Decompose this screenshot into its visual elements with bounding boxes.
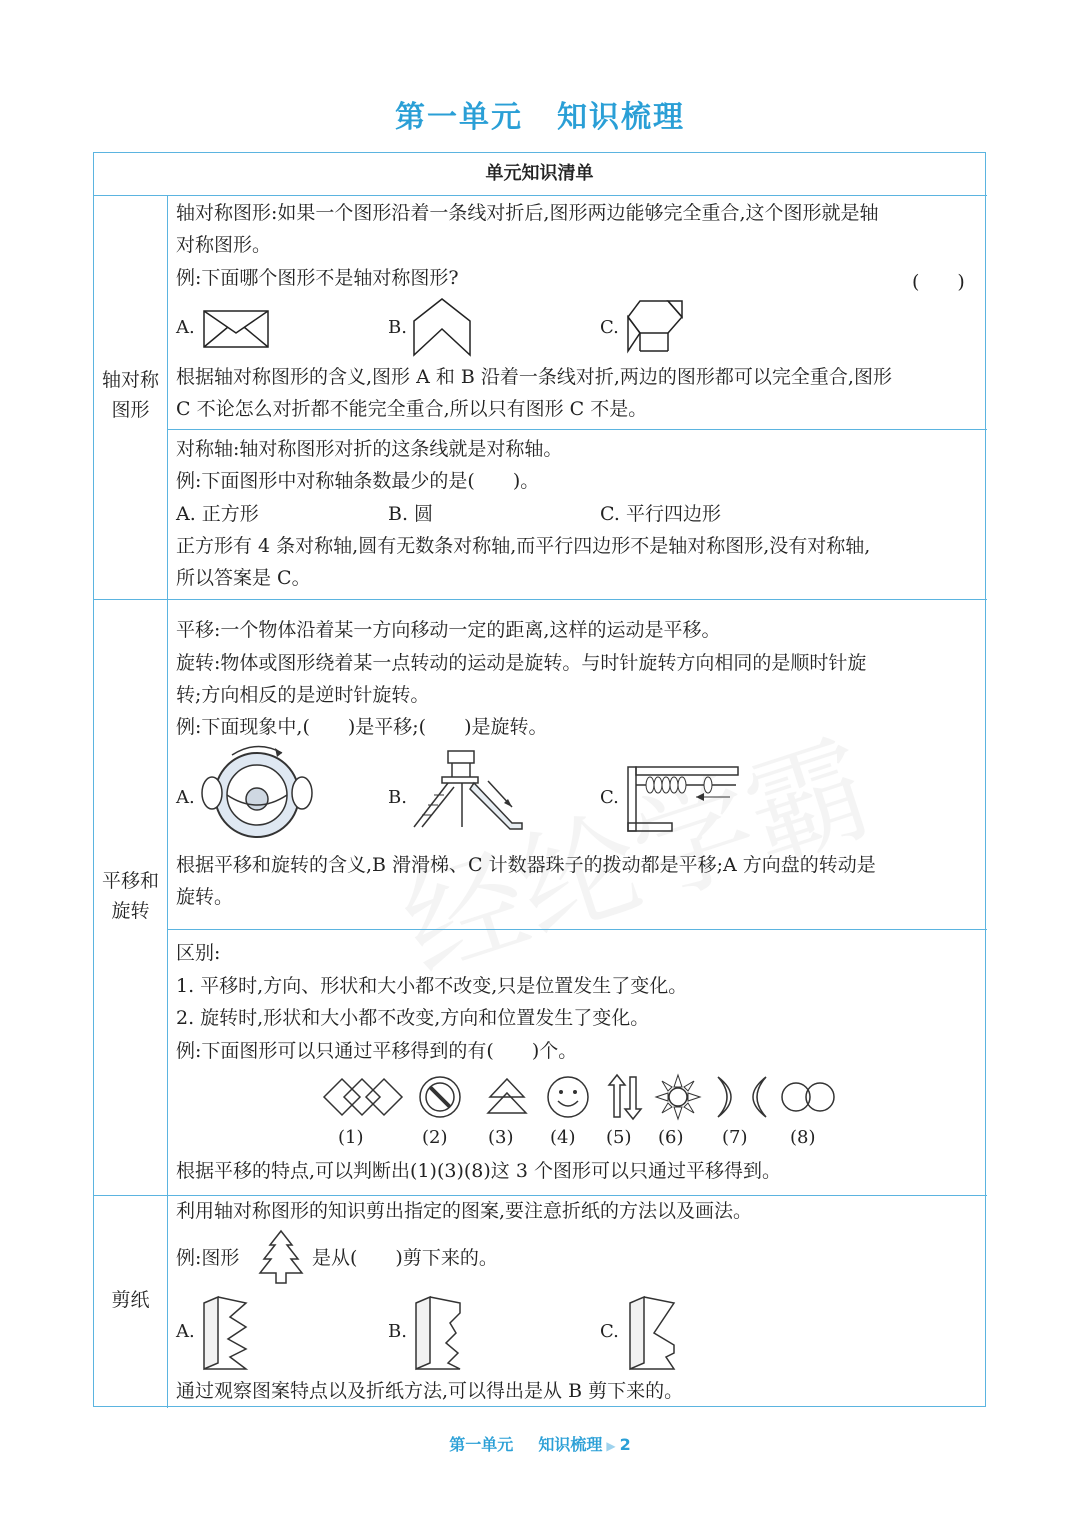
- envelope-figure: [202, 305, 272, 351]
- folded-paper-b: [412, 1293, 468, 1373]
- footer-unit: 第一单元: [449, 1435, 514, 1454]
- knowledge-table: [93, 152, 986, 1407]
- page-footer: [0, 1432, 1080, 1455]
- option-c: C. 平行四边形: [600, 503, 721, 525]
- difference-point-2: 2. 旋转时,形状和大小都不改变,方向和位置发生了变化。: [176, 1007, 650, 1029]
- difference-heading: 区别:: [176, 942, 221, 964]
- shape-label-2: (2): [422, 1127, 448, 1148]
- diamonds-figure: [322, 1075, 406, 1119]
- motion-answer: 根据平移和旋转的含义,B 滑滑梯、C 计数器珠子的拨动都是平移;A 方向盘的转动是: [176, 854, 876, 876]
- option-b-label: B.: [388, 1321, 407, 1342]
- steering-wheel-figure: [202, 743, 312, 843]
- option-b-label: B.: [388, 787, 407, 808]
- axis-answer-cont: C 不论怎么对折都不能完全重合,所以只有图形 C 不是。: [176, 398, 648, 420]
- category-line: 旋转: [111, 900, 150, 922]
- divider: [167, 929, 987, 930]
- axis-line-question: 例:下面图形中对称轴条数最少的是( )。: [176, 470, 540, 492]
- shape-label-7: (7): [722, 1127, 748, 1148]
- smiley-figure: [546, 1075, 590, 1119]
- axis-answer: 根据轴对称图形的含义,图形 A 和 B 沿着一条线对折,两边的图形都可以完全重合,图形: [176, 366, 892, 388]
- category-line: 轴对称: [101, 369, 159, 391]
- translation-definition: 平移:一个物体沿着某一方向移动一定的距离,这样的运动是平移。: [176, 619, 721, 641]
- papercut-question-start: 例:图形: [176, 1247, 240, 1269]
- option-a-label: A.: [176, 317, 195, 338]
- divider: [94, 599, 987, 600]
- option-b-label: B.: [388, 317, 407, 338]
- shape-label-4: (4): [550, 1127, 576, 1148]
- option-b: B. 圆: [388, 503, 434, 525]
- table-header: 单元知识清单: [485, 163, 594, 184]
- motion-answer-cont: 旋转。: [176, 886, 234, 908]
- shape-label-6: (6): [658, 1127, 684, 1148]
- motion-question: 例:下面现象中,( )是平移;( )是旋转。: [176, 716, 548, 738]
- category-line: 平移和: [101, 870, 159, 892]
- category-translation-rotation: [94, 866, 167, 926]
- category-axis-symmetry: [94, 365, 167, 425]
- option-c-label: C.: [600, 317, 619, 338]
- shape-label-8: (8): [790, 1127, 816, 1148]
- option-c-label: C.: [600, 1321, 619, 1342]
- axis-line-definition: 对称轴:轴对称图形对折的这条线就是对称轴。: [176, 438, 563, 460]
- title-unit: 第一单元: [395, 100, 523, 135]
- page-title: [0, 92, 1080, 136]
- option-c-label: C.: [600, 787, 619, 808]
- category-line: 图形: [111, 399, 150, 421]
- difference-answer: 根据平移的特点,可以判断出(1)(3)(8)这 3 个图形可以只通过平移得到。: [176, 1160, 781, 1182]
- page-number: 2: [619, 1435, 631, 1454]
- axis-line-answer: 正方形有 4 条对称轴,圆有无数条对称轴,而平行四边形不是轴对称图形,没有对称轴,: [176, 535, 871, 557]
- papercut-intro: 利用轴对称图形的知识剪出指定的图案,要注意折纸的方法以及画法。: [176, 1200, 753, 1222]
- divider: [167, 429, 987, 430]
- no-sign-figure: [418, 1075, 462, 1119]
- slide-figure: [412, 743, 526, 833]
- answer-blank: ( ): [912, 271, 965, 293]
- sun-figure: [654, 1073, 702, 1121]
- divider: [94, 195, 987, 196]
- option-a: A. 正方形: [176, 503, 259, 525]
- papercut-answer: 通过观察图案特点以及折纸方法,可以得出是从 B 剪下来的。: [176, 1380, 684, 1402]
- folded-paper-a: [200, 1293, 256, 1373]
- category-paper-cut: 剪纸: [111, 1289, 150, 1311]
- title-section: 知识梳理: [557, 100, 685, 135]
- axis-question: 例:下面哪个图形不是轴对称图形?: [176, 267, 459, 289]
- shape-label-3: (3): [488, 1127, 514, 1148]
- axis-line-answer-cont: 所以答案是 C。: [176, 567, 311, 589]
- shape-label-5: (5): [606, 1127, 632, 1148]
- rotation-definition-cont: 转;方向相反的是逆时针旋转。: [176, 684, 430, 706]
- circles-figure: [780, 1079, 836, 1115]
- axis-definition-cont: 对称图形。: [176, 234, 272, 256]
- pinwheel-figure: [626, 297, 686, 359]
- stacked-triangles-figure: [484, 1075, 530, 1119]
- difference-point-1: 1. 平移时,方向、形状和大小都不改变,只是位置发生了变化。: [176, 975, 688, 997]
- divider: [167, 195, 168, 1408]
- shape-label-1: (1): [338, 1127, 364, 1148]
- option-a-label: A.: [176, 1321, 195, 1342]
- folded-paper-c: [626, 1293, 682, 1373]
- play-icon: ▶: [606, 1439, 616, 1453]
- papercut-question-end: 是从( )剪下来的。: [312, 1247, 498, 1269]
- counter-beads-figure: [626, 763, 738, 833]
- tree-figure: [258, 1229, 304, 1285]
- arrows-figure: [606, 1073, 646, 1121]
- chevron-figure: [412, 297, 476, 359]
- difference-question: 例:下面图形可以只通过平移得到的有( )个。: [176, 1040, 578, 1062]
- crescents-figure: [714, 1073, 770, 1121]
- option-a-label: A.: [176, 787, 195, 808]
- axis-definition: 轴对称图形:如果一个图形沿着一条线对折后,图形两边能够完全重合,这个图形就是轴: [176, 202, 879, 224]
- footer-section: 知识梳理: [538, 1435, 603, 1454]
- rotation-definition: 旋转:物体或图形绕着某一点转动的运动是旋转。与时针旋转方向相同的是顺时针旋: [176, 652, 867, 674]
